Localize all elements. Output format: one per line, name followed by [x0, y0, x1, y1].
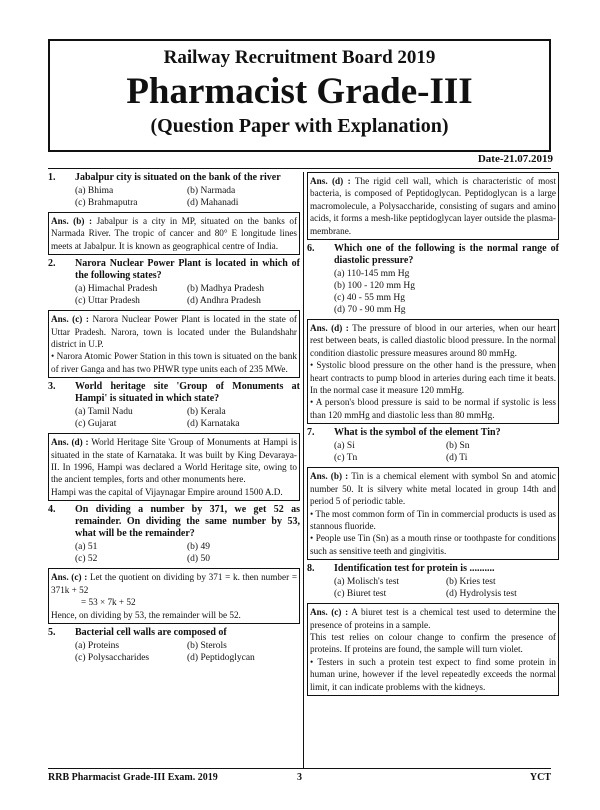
option: (a) Tamil Nadu: [75, 407, 133, 418]
question-text: Which one of the following is the normal range of diastolic pressure?: [334, 243, 559, 267]
option: (b) 100 - 120 mm Hg: [334, 281, 416, 292]
option: (b) Narmada: [187, 186, 236, 196]
answer-label: Ans. (d) :: [51, 437, 89, 448]
answer-text: World Heritage Site 'Group of Monuments at Hampi is situated in the state of Karnataka. It was built by King Devaraya-II. In 1996, Hampi was declared a World Heritage site, owing to the ancient temples, forts and other monuments here.: [51, 437, 297, 485]
option: (b) Madhya Pradesh: [187, 284, 265, 295]
answer-text: • A person's blood pressure is said to be normal if systolic is less than 120 mmHg and diastolic less than 80 mmHg.: [310, 397, 556, 420]
board-title: Railway Recruitment Board 2019: [163, 47, 436, 68]
answer-box: [48, 212, 300, 255]
answer-text: Let the quotient on dividing by 371 = k. then number = 371k + 52: [51, 572, 297, 595]
footer-exam-name: RRB Pharmacist Grade-III Exam. 2019: [48, 772, 218, 783]
question-text: What is the symbol of the element Tin?: [334, 427, 501, 439]
publisher-mark: YCT: [529, 772, 551, 783]
option: (c) Gujarat: [75, 419, 117, 430]
question-number: 3.: [48, 381, 56, 393]
page-number: 3: [297, 772, 302, 783]
header-box: [48, 39, 551, 152]
answer-label: Ans. (d) :: [310, 176, 351, 186]
question-number: 2.: [48, 258, 56, 270]
option: (d) Karnataka: [187, 419, 240, 430]
answer-text: Jabalpur is a city in MP, situated on the banks of Narmada River. The tropic of cancer and 80° E longitude lines meets at Jabalpur. It is known as geographical centre of India.: [51, 216, 298, 251]
answer-box: [48, 568, 300, 624]
answer-box: [48, 310, 300, 378]
answer-text: • Testers in such a protein test expect to find some protein in human urine, however if the level repeatedly exceeds the normal limit, it can indicate problems with the kidneys.: [310, 656, 556, 692]
question-number: 6.: [307, 243, 315, 255]
option: (a) Proteins: [75, 640, 120, 651]
question-text: On dividing a number by 371, we get 52 as remainder. On dividing the same number by 53, what will be the remainder?: [75, 504, 300, 540]
column-divider: [303, 172, 304, 768]
option: (c) Brahmaputra: [75, 198, 138, 208]
answer-text: The rigid cell wall, which is characteristic of most bacteria, is composed of Peptidoglycan. Peptidoglycan is a large macromolecule, a Polysaccharide, consisting of sugars and amino acids, it forms a mesh-like peptidoglycan layer outside the plasma-membrane.: [310, 176, 556, 236]
question-text: Jabalpur city is situated on the bank of the river: [75, 172, 281, 183]
answer-box: [307, 319, 559, 424]
question-block: [48, 381, 300, 501]
question-block: [48, 504, 300, 624]
question-block: [307, 563, 559, 696]
question-text: World heritage site 'Group of Monuments at Hampi' is situated in which state?: [75, 381, 300, 405]
option: (b) Kries test: [446, 577, 496, 588]
option: (b) Kerala: [187, 407, 226, 418]
question-block: [48, 627, 300, 664]
page-title: Pharmacist Grade-III: [126, 71, 473, 112]
answer-label: Ans. (b) :: [51, 216, 93, 226]
question-number: 8.: [307, 563, 315, 575]
footer-rule: [48, 768, 551, 769]
answer-label: Ans. (d) :: [310, 323, 349, 334]
answer-text: A biuret test is a chemical test used to determine the presence of proteins in a sample.: [310, 607, 556, 630]
answer-text: Hence, on dividing by 53, the remainder will be 52.: [51, 609, 241, 620]
answer-text: • People use Tin (Sn) as a mouth rinse or toothpaste for conditions such as sensitive teeth and gingivitis.: [310, 533, 556, 556]
question-number: 1.: [48, 172, 56, 183]
option: (c) 40 - 55 mm Hg: [334, 293, 405, 304]
answer-text: • The most common form of Tin in commercial products is used as stannous fluoride.: [310, 508, 556, 531]
option: (d) 50: [187, 554, 210, 565]
option: (a) Bhima: [75, 186, 114, 196]
answer-text: The pressure of blood in our arteries, when our heart rest between beats, is called diastolic blood pressure. In the normal condition diastolic pressure measures around 80 mmHg.: [310, 323, 556, 358]
option: (a) Himachal Pradesh: [75, 284, 158, 295]
question-block: [307, 243, 559, 424]
answer-label: Ans. (b) :: [310, 471, 349, 482]
answer-box: [307, 172, 559, 240]
question-text: Identification test for protein is ..........: [334, 563, 495, 575]
option: (a) Si: [334, 441, 355, 452]
option: (d) Ti: [446, 453, 468, 464]
option: (a) Molisch's test: [334, 577, 400, 588]
answer-label: Ans. (c) :: [51, 314, 89, 325]
answer-text: • Narora Atomic Power Station in this town is situated on the bank of river Ganga and has two PHWR type units each of 235 MWe.: [51, 351, 297, 374]
option: (c) Biuret test: [334, 589, 387, 600]
option: (c) Tn: [334, 453, 358, 464]
option: (d) Andhra Pradesh: [187, 296, 261, 307]
answer-box: [307, 603, 559, 696]
left-column: [48, 172, 300, 664]
answer-equation: = 53 × 7k + 52: [81, 597, 136, 608]
question-block: [48, 172, 300, 255]
answer-box: [48, 433, 300, 501]
option: (d) 70 - 90 mm Hg: [334, 305, 406, 316]
option: (b) Sn: [446, 441, 470, 452]
option: (a) 51: [75, 542, 98, 553]
answer-text: This test relies on colour change to confirm the presence of proteins. If proteins are found, the sample will turn violet.: [310, 631, 556, 655]
answer-label: Ans. (c) :: [310, 607, 349, 618]
answer-text: • Systolic blood pressure on the other hand is the pressure, when heart contracts to pump blood in arteries during each time it beats. In the normal case it measure 120 mmHg.: [310, 360, 556, 396]
question-block: [48, 258, 300, 378]
option: (c) 52: [75, 554, 98, 565]
option: (b) Sterols: [187, 640, 227, 651]
answer-label: Ans. (c) :: [51, 572, 88, 583]
option: (c) Polysaccharides: [75, 652, 150, 663]
right-column: [307, 172, 559, 699]
option: (b) 49: [187, 542, 210, 553]
question-number: 4.: [48, 504, 56, 516]
answer-text: Tin is a chemical element with symbol Sn and atomic number 50. It is silvery white metal located in group 14th and period 5 of periodic table.: [310, 471, 557, 507]
option: (d) Mahanadi: [187, 198, 239, 208]
answer-text: Hampi was the capital of Vijaynagar Empire around 1500 A.D.: [51, 486, 283, 497]
option: (d) Peptidoglycan: [187, 652, 255, 663]
answer-box: [307, 467, 559, 560]
top-rule: [48, 168, 551, 169]
page-subtitle: (Question Paper with Explanation): [150, 115, 449, 137]
answer-text: Narora Nuclear Power Plant is located in the state of Uttar Pradesh. Narora, town is located under the Bulandshahr district in U.P.: [51, 314, 297, 350]
exam-date: Date-21.07.2019: [477, 153, 553, 165]
question-number: 7.: [307, 427, 315, 439]
option: (c) Uttar Pradesh: [75, 296, 140, 307]
option: (d) Hydrolysis test: [446, 589, 517, 600]
question-text: Bacterial cell walls are composed of: [75, 626, 227, 638]
question-number: 5.: [48, 626, 56, 638]
question-text: Narora Nuclear Power Plant is located in which of the following states?: [75, 258, 300, 282]
option: (a) 110-145 mm Hg: [334, 269, 410, 280]
question-block: [307, 427, 559, 560]
